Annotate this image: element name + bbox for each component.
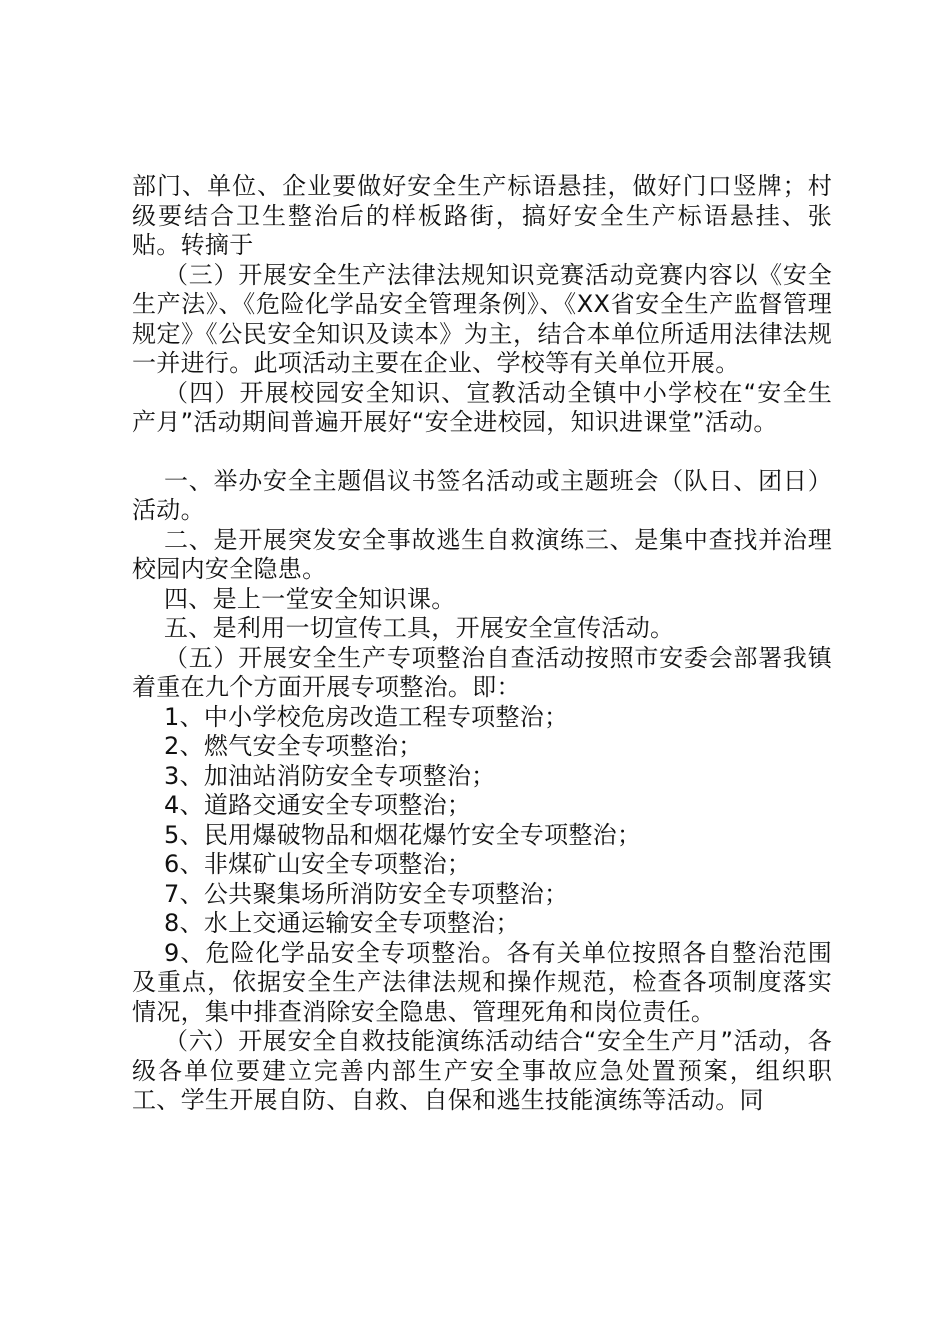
list-item-5: 5、民用爆破物品和烟花爆竹安全专项整治； xyxy=(164,820,642,849)
list-item-1: 1、中小学校危房改造工程专项整治； xyxy=(164,702,569,731)
paragraph-section-6: （六）开展安全自救技能演练活动结合“安全生产月”活动，各级各单位要建立完善内部生产安全事故应急处置预案，组织职工、学生开展自防、自救、自保和逃生技能演练等活动。同 xyxy=(132,1027,832,1114)
paragraph-item-2-3: 二、是开展突发安全事故逃生自救演练三、是集中查找并治理校园内安全隐患。 xyxy=(132,525,832,583)
paragraph-item-4: 四、是上一堂安全知识课。 xyxy=(164,584,456,613)
list-item-7: 7、公共聚集场所消防安全专项整治； xyxy=(164,879,569,908)
paragraph-item-5: 五、是利用一切宣传工具，开展安全宣传活动。 xyxy=(164,614,675,642)
paragraph-slogans: 部门、单位、企业要做好安全生产标语悬挂，做好门口竖牌；村级要结合卫生整治后的样板路街，搞好安全生产标语悬挂、张贴。转摘于 xyxy=(132,172,832,259)
list-item-4: 4、道路交通安全专项整治； xyxy=(164,791,472,819)
list-item-8: 8、水上交通运输安全专项整治； xyxy=(164,909,520,937)
paragraph-section-5: （五）开展安全生产专项整治自查活动按照市安委会部署我镇着重在九个方面开展专项整治。即： xyxy=(132,643,832,701)
paragraph-section-4: （四）开展校园安全知识、宣教活动全镇中小学校在“安全生产月”活动期间普遍开展好“安全进校园，知识进课堂”活动。 xyxy=(132,378,833,436)
list-item-2: 2、燃气安全专项整治； xyxy=(164,732,423,760)
paragraph-section-3: （三）开展安全生产法律法规知识竞赛活动竞赛内容以《安全生产法》、《危险化学品安全管理条例》、《XX省安全生产监督管理规定》《公民安全知识及读本》为主，结合本单位所适用法律法规一并进行。此项活动主要在企业、学校等有关单位开展。 xyxy=(132,260,832,377)
list-item-9: 9、危险化学品安全专项整治。各有关单位按照各自整治范围及重点，依据安全生产法律法规和操作规范，检查各项制度落实情况，集中排查消除安全隐患、管理死角和岗位责任。 xyxy=(132,938,832,1026)
paragraph-item-1: 一、举办安全主题倡议书签名活动或主题班会（队日、团日）活动。 xyxy=(132,466,832,524)
list-item-3: 3、加油站消防安全专项整治； xyxy=(164,761,496,790)
document-page xyxy=(132,172,832,1116)
blank-line xyxy=(132,438,832,467)
list-item-6: 6、非煤矿山安全专项整治； xyxy=(164,850,472,878)
